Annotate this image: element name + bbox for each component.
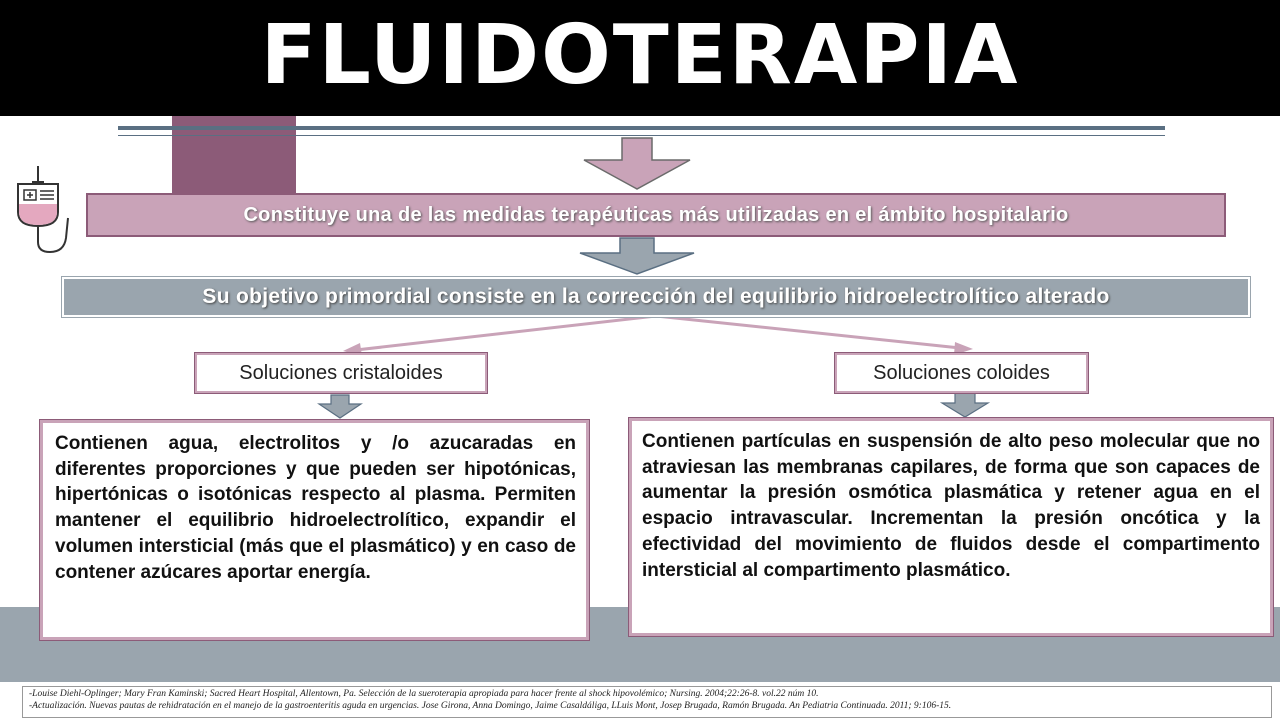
label-colloid-solutions: Soluciones coloides xyxy=(835,353,1088,393)
colloid-description: Contienen partículas en suspensión de alto peso molecular que no atraviesan las membranas capilares, de forma que son capaces de aumentar la presión osmótica plasmática y retener agua en el espacio intravascular. Incrementan la presión oncótica y la efectividad del movimiento de fluidos desde el compartimento intersticial al compartimento plasmático. xyxy=(629,418,1273,636)
page-title: FLUIDOTERAPIA xyxy=(260,8,1020,103)
arrow-down-to-banner-1 xyxy=(584,138,690,189)
iv-drip-bag-icon xyxy=(18,166,68,252)
label-crystalloid-solutions: Soluciones cristaloides xyxy=(195,353,487,393)
banner-hospital-use: Constituye una de las medidas terapéuticas más utilizadas en el ámbito hospitalario xyxy=(86,193,1226,237)
references xyxy=(22,686,1272,718)
arrow-down-to-banner-2 xyxy=(580,238,694,274)
arrow-down-right xyxy=(942,393,988,417)
arrow-down-left xyxy=(319,395,361,418)
reference-2: -Actualización. Nuevas pautas de rehidratación en el manejo de la gastroenteritis aguda en urgencias. Jose Girona, Anna Domingo, Jaime Casaldáliga, LLuis Mont, Josep Brugada, Ramón Brugada. An Pediatria Continuada. 2011; 9:106-15. xyxy=(29,701,952,711)
branch-left xyxy=(343,316,656,356)
branch-right xyxy=(656,316,973,355)
crystalloid-description: Contienen agua, electrolitos y /o azucaradas en diferentes proporciones y que pueden ser hipotónicas, hipertónicas o isotónicas respecto al plasma. Permiten mantener el equilibrio hidroelectrolítico, expandir el volumen intersticial (más que el plasmático) y en caso de contener azúcares aportar energía. xyxy=(40,420,589,640)
reference-1: -Louise Diehl-Oplinger; Mary Fran Kaminski; Sacred Heart Hospital, Allentown, Pa. Selección de la sueroterapia apropiada para hacer frente al shock hipovolémico; Nursing. 2004;22:26-8. vol.22 núm 10. xyxy=(29,689,819,699)
banner-objective: Su objetivo primordial consiste en la corrección del equilibrio hidroelectrolítico alterado xyxy=(62,277,1250,317)
